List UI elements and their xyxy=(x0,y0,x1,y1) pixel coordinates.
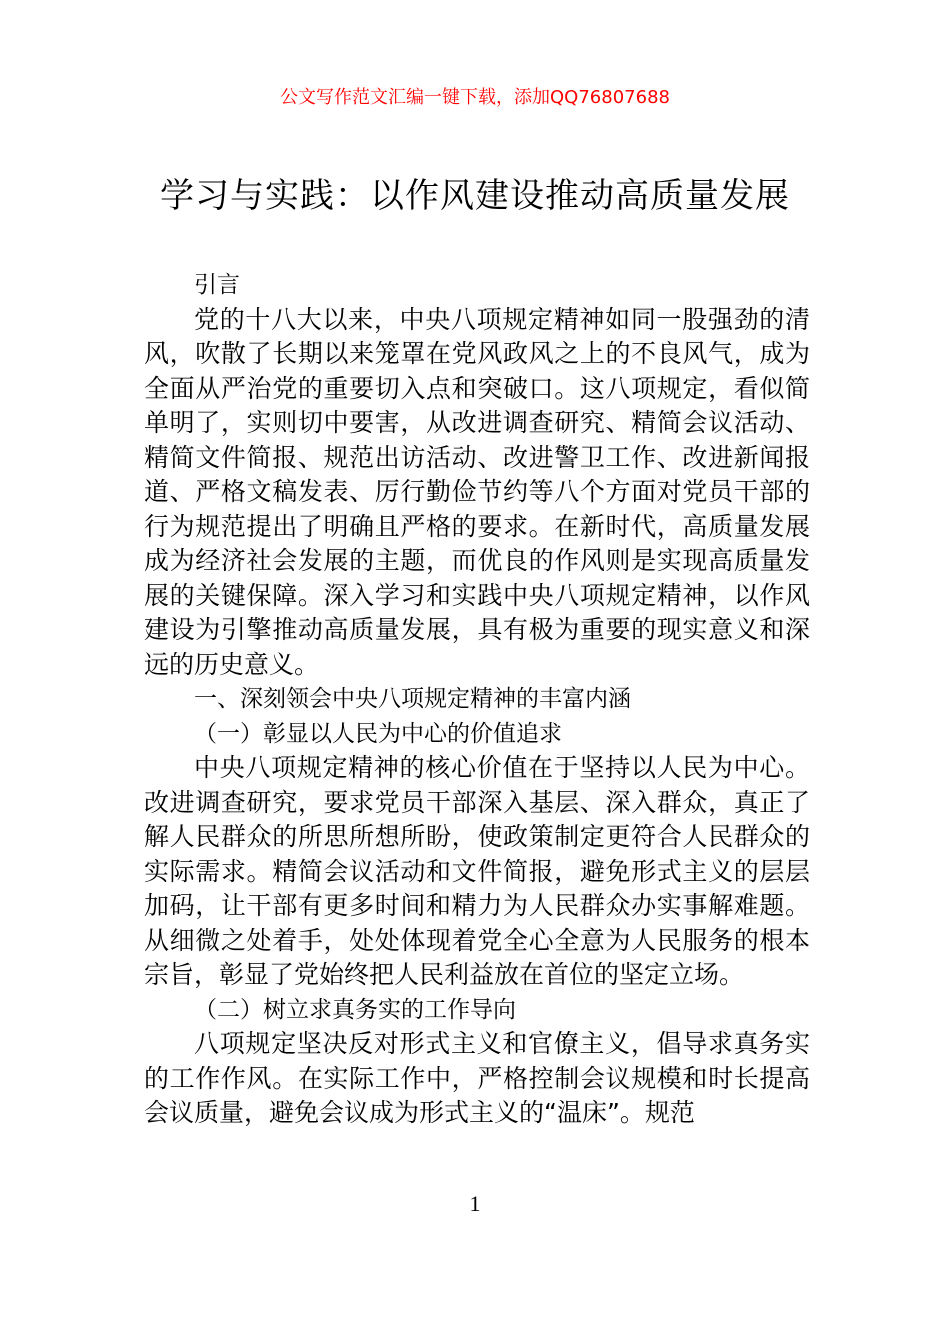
document-title: 学习与实践：以作风建设推动高质量发展 xyxy=(160,176,790,216)
section-1-heading: 一、深刻领会中央八项规定精神的丰富内涵 xyxy=(194,686,631,712)
subsection-1-heading: （一）彰显以人民为中心的价值追求 xyxy=(194,720,562,747)
document-body xyxy=(144,268,810,1131)
subsection-2-paragraph: 八项规定坚决反对形式主义和官僚主义，倡导求真务实的工作作风。在实际工作中，严格控制会议规模和时长提高会议质量，避免会议成为形式主义的“温床”。规范 xyxy=(144,1029,810,1127)
intro-paragraph: 党的十八大以来，中央八项规定精神如同一股强劲的清风，吹散了长期以来笼罩在党风政风之上的不良风气，成为全面从严治党的重要切入点和突破口。这八项规定，看似简单明了，实则切中要害，从改进调查研究、精简会议活动、精简文件简报、规范出访活动、改进警卫工作、改进新闻报道、严格文稿发表、厉行勤俭节约等八个方面对党员干部的行为规范提出了明确且严格的要求。在新时代，高质量发展成为经济社会发展的主题，而优良的作风则是实现高质量发展的关键保障。深入学习和实践中央八项规定精神，以作风建设为引擎推动高质量发展，具有极为重要的现实意义和深远的历史意义。 xyxy=(144,304,810,679)
intro-heading: 引言 xyxy=(194,272,240,298)
page-number: 1 xyxy=(469,1191,481,1216)
download-promo-note: 公文写作范文汇编一键下载，添加QQ76807688 xyxy=(280,87,670,108)
subsection-2-heading: （二）树立求真务实的工作导向 xyxy=(194,996,516,1023)
subsection-1-paragraph: 中央八项规定精神的核心价值在于坚持以人民为中心。改进调查研究，要求党员干部深入基层、深入群众，真正了解人民群众的所思所想所盼，使政策制定更符合人民群众的实际需求。精简会议活动和文件简报，避免形式主义的层层加码，让干部有更多时间和精力为人民群众办实事解难题。从细微之处着手，处处体现着党全心全意为人民服务的根本宗旨，彰显了党始终把人民利益放在首位的坚定立场。 xyxy=(144,753,810,989)
